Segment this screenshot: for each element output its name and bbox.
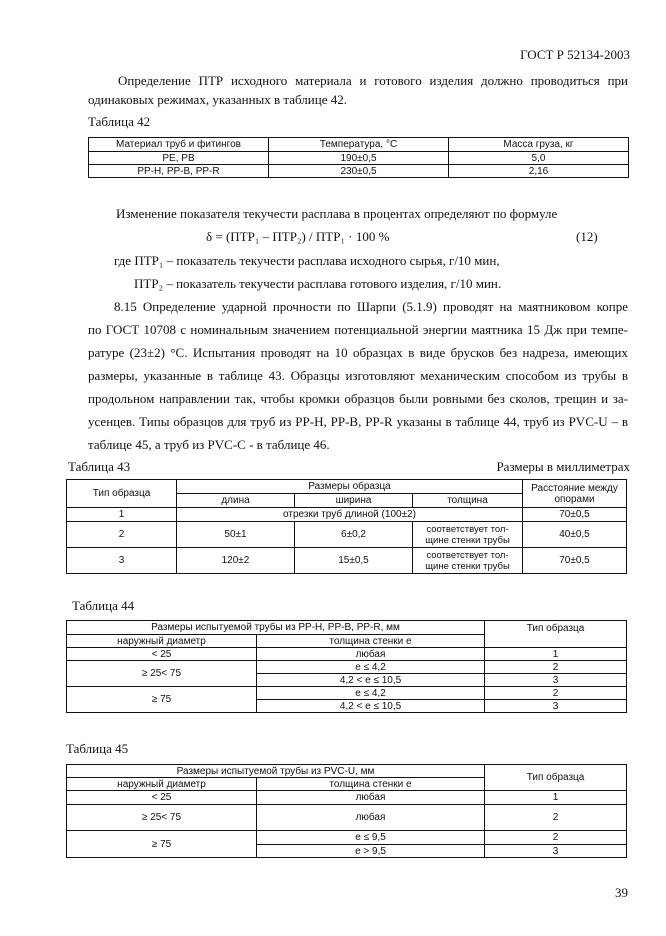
section-line-3: ратуре (23±2) °С. Испытания проводят на 10 образцах в виде брусков без надреза, имеющих [88, 345, 628, 360]
section-line-7: таблице 45, а труб из PVC-C - в таблице 46. [88, 437, 330, 452]
table43-cell: 50±1 [177, 522, 295, 548]
table42-cell: 2,16 [449, 165, 629, 178]
table44-header-main: Размеры испытуемой трубы из PP-H, PP-B, PP-R, мм [67, 621, 485, 635]
table45-cell: e > 9,5 [257, 845, 485, 858]
table45-cell: e ≤ 9,5 [257, 831, 485, 845]
intro-line-1: Определение ПТР исходного материала и готового изделия должно проводиться при [118, 73, 628, 88]
document-id: ГОСТ Р 52134-2003 [520, 47, 630, 62]
table44-cell: 3 [485, 700, 627, 713]
table43-cell: 40±0,5 [523, 522, 627, 548]
table43-cell: 6±0,2 [295, 522, 413, 548]
table43-header-width: ширина [295, 494, 413, 508]
table44-cell: 4,2 < e ≤ 10,5 [257, 700, 485, 713]
formula-where-1: где ПТР₁ – показатель текучести расплава исходного сырья, г/10 мин, [114, 253, 500, 268]
table45 [66, 764, 627, 858]
table43-cell: отрезки труб длиной (100±2) [177, 508, 523, 522]
table44-cell: e ≤ 4,2 [257, 661, 485, 674]
table43-header-length: длина [177, 494, 295, 508]
table44-cell: ≥ 75 [67, 687, 257, 713]
table43-cell: 2 [67, 522, 177, 548]
section-line-2: по ГОСТ 10708 с номинальным значением потенциальной энергии маятника 15 Дж при темпе- [88, 322, 628, 337]
table44-cell: ≥ 25< 75 [67, 661, 257, 687]
table42-cell: 5,0 [449, 152, 629, 165]
table45-cell: < 25 [67, 791, 257, 805]
table42 [88, 137, 629, 178]
section-line-1: 8.15 Определение ударной прочности по Шарпи (5.1.9) проводят на маятниковом копре [114, 299, 628, 314]
table45-cell: любая [257, 805, 485, 831]
table45-header-main: Размеры испытуемой трубы из PVC-U, мм [67, 765, 485, 778]
table43-cell: 3 [67, 548, 177, 574]
table45-cell: любая [257, 791, 485, 805]
table44-cell: 2 [485, 687, 627, 700]
table42-cell: PP-H, PP-B, PP-R [89, 165, 269, 178]
table43-cell: соответствует тол-щине стенки трубы [413, 522, 523, 548]
table42-header: Температура, °С [269, 138, 449, 152]
table45-cell: 3 [485, 845, 627, 858]
table43-header-type: Тип образца [67, 480, 177, 508]
table45-cell: ≥ 75 [67, 831, 257, 858]
section-line-5: продольном направлении так, чтобы кромки образцов были ровными без сколов, трещин и за- [88, 391, 628, 406]
table43-header-thickness: толщина [413, 494, 523, 508]
formula-where-2: ПТР₂ – показатель текучести расплава готового изделия, г/10 мин. [134, 276, 502, 291]
table43-caption: Таблица 43 [68, 459, 131, 474]
table44-cell: e ≤ 4,2 [257, 687, 485, 700]
table45-header-wall: толщина стенки e [257, 778, 485, 791]
table42-header: Масса груза, кг [449, 138, 629, 152]
table44-cell: 3 [485, 674, 627, 687]
section-line-6: усенцев. Типы образцов для труб из PP-H, PP-B, PP-R указаны в таблице 44, труб из PVC-U – в [88, 414, 628, 429]
table43-cell: 70±0,5 [523, 508, 627, 522]
table44-caption: Таблица 44 [72, 598, 135, 613]
section-line-4: размеры, указанные в таблице 43. Образцы изготовляют механическим способом из трубы в [88, 368, 628, 383]
table44-header-type: Тип образца [485, 621, 627, 648]
table44-cell: любая [257, 648, 485, 661]
formula-intro: Изменение показателя текучести расплава в процентах определяют по формуле [116, 206, 558, 221]
table43 [66, 479, 627, 574]
table44-header-wall: толщина стенки e [257, 635, 485, 648]
table43-units: Размеры в миллиметрах [496, 459, 630, 474]
table42-caption: Таблица 42 [88, 114, 151, 129]
table42-cell: PE, PB [89, 152, 269, 165]
table43-header-dims: Размеры образца [177, 480, 523, 494]
page-number: 39 [615, 885, 628, 900]
formula-expression: δ = (ПТР₁ – ПТР₂) / ПТР₁ · 100 % [206, 229, 390, 244]
table42-cell: 190±0,5 [269, 152, 449, 165]
table43-header-distance: Расстояние между опорами [523, 480, 627, 508]
table42-cell: 230±0,5 [269, 165, 449, 178]
table45-cell: ≥ 25< 75 [67, 805, 257, 831]
table45-header-diameter: наружный диаметр [67, 778, 257, 791]
table45-cell: 2 [485, 831, 627, 845]
table45-caption: Таблица 45 [66, 741, 129, 756]
table44-cell: 1 [485, 648, 627, 661]
table45-header-type: Тип образца [485, 765, 627, 791]
intro-line-2: одинаковых режимах, указанных в таблице 42. [88, 92, 347, 107]
table45-cell: 1 [485, 791, 627, 805]
table44-header-diameter: наружный диаметр [67, 635, 257, 648]
table43-cell: 15±0,5 [295, 548, 413, 574]
table44-cell: 4,2 < e ≤ 10,5 [257, 674, 485, 687]
table43-cell: 1 [67, 508, 177, 522]
table43-cell: 120±2 [177, 548, 295, 574]
formula-number: (12) [576, 229, 598, 244]
table44-cell: 2 [485, 661, 627, 674]
table42-header: Материал труб и фитингов [89, 138, 269, 152]
table43-cell: 70±0,5 [523, 548, 627, 574]
table44-cell: < 25 [67, 648, 257, 661]
table45-cell: 2 [485, 805, 627, 831]
table43-cell: соответствует тол-щине стенки трубы [413, 548, 523, 574]
table44 [66, 620, 627, 713]
